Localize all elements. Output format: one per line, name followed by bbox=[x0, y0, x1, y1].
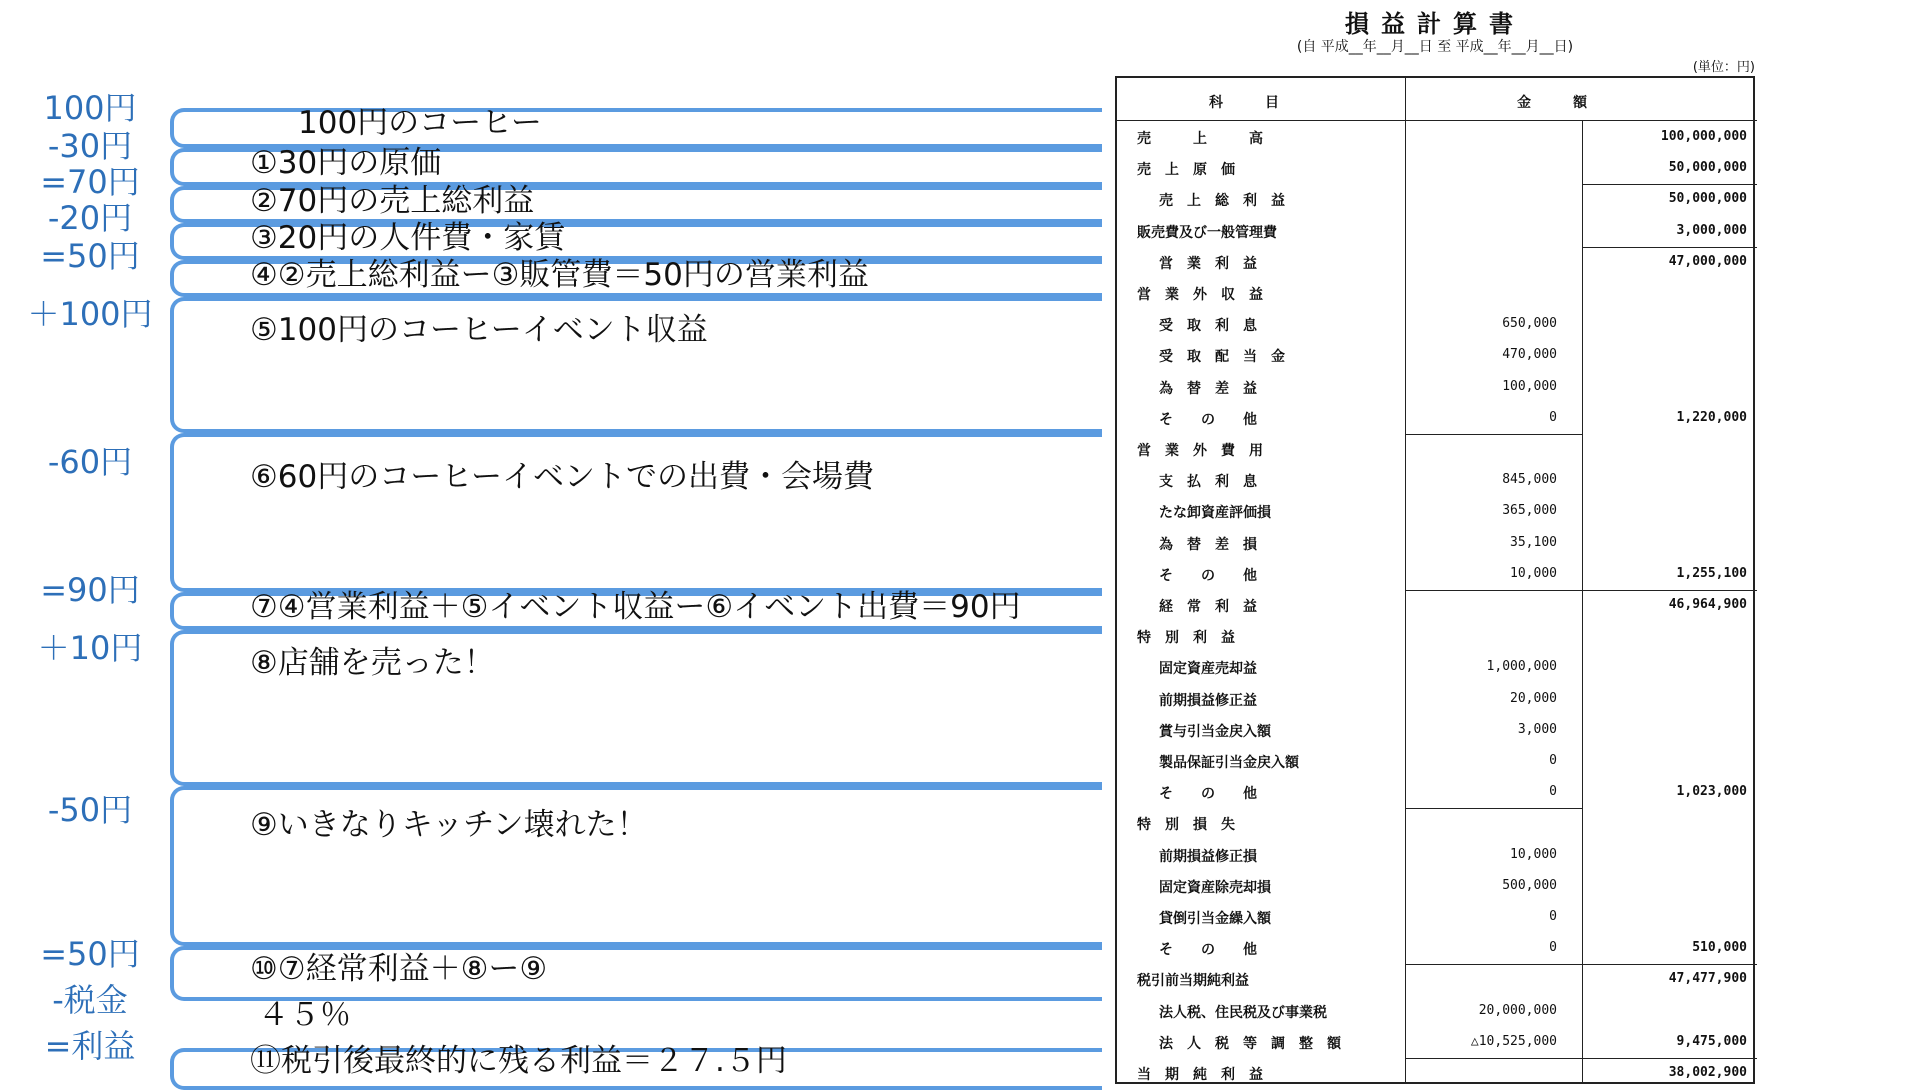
row-label: 固定資産除売却損 bbox=[1159, 879, 1271, 896]
amount-label: -20円 bbox=[47, 199, 133, 237]
statement-row bbox=[1117, 840, 1757, 871]
statement-row bbox=[1117, 184, 1757, 215]
row-label: そ の 他 bbox=[1159, 942, 1257, 959]
statement-row bbox=[1117, 122, 1757, 153]
row-label: 経 常 利 益 bbox=[1159, 599, 1257, 615]
row-detail-amount: 650,000 bbox=[1502, 316, 1557, 332]
row-detail-amount: 365,000 bbox=[1502, 503, 1557, 519]
amount-label: =70円 bbox=[40, 163, 140, 201]
row-divider bbox=[1582, 184, 1757, 185]
amount-label: ＋100円 bbox=[27, 295, 153, 333]
step-description: ①30円の原価 bbox=[250, 145, 442, 181]
row-label: 為 替 差 益 bbox=[1159, 380, 1257, 397]
statement-row bbox=[1117, 372, 1757, 403]
step-description: ④②売上総利益ー③販管費＝50円の営業利益 bbox=[250, 257, 869, 293]
row-label: 為 替 差 損 bbox=[1159, 536, 1257, 553]
statement-row bbox=[1117, 715, 1757, 746]
row-divider bbox=[1405, 590, 1757, 591]
amount-label: -50円 bbox=[47, 791, 133, 829]
row-divider bbox=[1582, 247, 1757, 248]
amount-label: -60円 bbox=[47, 443, 133, 481]
step-description: 100円のコーヒー bbox=[298, 105, 542, 141]
row-detail-amount: △10,525,000 bbox=[1470, 1033, 1557, 1049]
row-detail-amount: 0 bbox=[1549, 753, 1557, 768]
row-total-amount: 1,023,000 bbox=[1676, 784, 1747, 800]
row-detail-amount: 1,000,000 bbox=[1486, 659, 1557, 675]
statement-row bbox=[1117, 216, 1757, 247]
statement-row bbox=[1117, 746, 1757, 777]
statement-row bbox=[1117, 465, 1757, 496]
row-divider bbox=[1405, 808, 1582, 809]
row-detail-amount: 500,000 bbox=[1502, 877, 1557, 893]
statement-row bbox=[1117, 528, 1757, 559]
step-description: ⑧店舗を売った！ bbox=[250, 645, 495, 681]
amount-column-divider bbox=[1582, 120, 1583, 1082]
step-description: ⑨いきなりキッチン壊れた！ bbox=[250, 807, 648, 843]
row-detail-amount: 0 bbox=[1549, 909, 1557, 924]
row-total-amount: 3,000,000 bbox=[1676, 222, 1747, 238]
statement-row bbox=[1117, 309, 1757, 340]
row-label: 賞与引当金戻入額 bbox=[1159, 723, 1271, 740]
statement-unit: (単位：円) bbox=[1692, 60, 1755, 75]
statement-row bbox=[1117, 621, 1757, 652]
statement-row bbox=[1117, 278, 1757, 309]
statement-row bbox=[1117, 247, 1757, 278]
row-detail-amount: 845,000 bbox=[1502, 472, 1557, 488]
row-label: 貸倒引当金繰入額 bbox=[1159, 911, 1271, 927]
row-label: 販売費及び一般管理費 bbox=[1137, 224, 1277, 241]
statement-row bbox=[1117, 590, 1757, 621]
statement-title: 損益計算書 bbox=[1345, 9, 1525, 38]
statement-row bbox=[1117, 933, 1757, 964]
step-description: ⑩⑦経常利益＋⑧ー⑨ bbox=[250, 951, 548, 987]
statement-row bbox=[1117, 340, 1757, 371]
statement-row bbox=[1117, 434, 1757, 465]
row-total-amount: 47,477,900 bbox=[1668, 971, 1747, 987]
step-description: ４５％ bbox=[258, 997, 351, 1033]
row-divider bbox=[1405, 964, 1757, 965]
header-item: 科 目 bbox=[1209, 95, 1279, 111]
row-detail-amount: 20,000 bbox=[1510, 690, 1557, 706]
step-description: ⑦④営業利益＋⑤イベント収益ー⑥イベント出費＝90円 bbox=[250, 589, 1021, 625]
statement-row bbox=[1117, 871, 1757, 902]
row-label: 支 払 利 息 bbox=[1159, 474, 1257, 491]
row-label: 特 別 損 失 bbox=[1137, 817, 1235, 834]
row-total-amount: 1,255,100 bbox=[1676, 565, 1747, 581]
amount-label: -税金 bbox=[52, 981, 128, 1019]
step-description: ③20円の人件費・家賃 bbox=[250, 220, 566, 256]
statement-row bbox=[1117, 496, 1757, 527]
row-total-amount: 38,002,900 bbox=[1668, 1065, 1747, 1080]
row-label: 前期損益修正損 bbox=[1159, 848, 1257, 865]
amount-label: -30円 bbox=[47, 127, 133, 165]
step-description: ⑤100円のコーヒーイベント収益 bbox=[250, 312, 708, 348]
amount-label: =利益 bbox=[44, 1027, 136, 1065]
row-label: そ の 他 bbox=[1159, 786, 1257, 803]
amount-label: 100円 bbox=[43, 89, 137, 127]
row-label: 法 人 税 等 調 整 額 bbox=[1159, 1035, 1341, 1052]
statement-row bbox=[1117, 559, 1757, 590]
row-detail-amount: 35,100 bbox=[1510, 534, 1557, 550]
bracket-line bbox=[170, 433, 1102, 592]
row-total-amount: 50,000,000 bbox=[1668, 160, 1747, 176]
header-amount: 金 額 bbox=[1517, 95, 1587, 111]
row-label: 売 上 高 bbox=[1137, 131, 1263, 147]
amount-label: =50円 bbox=[40, 935, 140, 973]
row-total-amount: 510,000 bbox=[1692, 940, 1747, 956]
row-label: 営 業 外 費 用 bbox=[1137, 443, 1263, 459]
step-description: ②70円の売上総利益 bbox=[250, 183, 535, 219]
statement-row bbox=[1117, 996, 1757, 1027]
statement-period: (自 平成__年__月__日 至 平成__年__月__日) bbox=[1296, 39, 1574, 55]
row-detail-amount: 0 bbox=[1549, 409, 1557, 425]
row-label: 固定資産売却益 bbox=[1159, 661, 1257, 678]
amount-label: ＋10円 bbox=[37, 629, 143, 667]
statement-row bbox=[1117, 652, 1757, 683]
income-statement-table bbox=[1115, 76, 1755, 1084]
row-detail-amount: 3,000 bbox=[1517, 721, 1557, 737]
row-total-amount: 50,000,000 bbox=[1668, 191, 1747, 207]
amount-label: =50円 bbox=[40, 237, 140, 275]
row-label: 税引前当期純利益 bbox=[1137, 973, 1249, 990]
row-divider bbox=[1405, 1058, 1757, 1059]
row-label: 営 業 外 収 益 bbox=[1137, 287, 1263, 303]
row-label: 製品保証引当金戻入額 bbox=[1159, 755, 1299, 771]
row-label: 売 上 総 利 益 bbox=[1159, 193, 1285, 210]
row-detail-amount: 10,000 bbox=[1510, 846, 1557, 862]
statement-row bbox=[1117, 153, 1757, 184]
row-detail-amount: 0 bbox=[1549, 940, 1557, 956]
row-detail-amount: 100,000 bbox=[1502, 378, 1557, 394]
row-label: 受 取 利 息 bbox=[1159, 318, 1257, 335]
statement-row bbox=[1117, 964, 1757, 995]
statement-row bbox=[1117, 684, 1757, 715]
row-detail-amount: 0 bbox=[1549, 784, 1557, 800]
row-total-amount: 1,220,000 bbox=[1676, 409, 1747, 425]
row-divider bbox=[1405, 434, 1582, 435]
row-detail-amount: 10,000 bbox=[1510, 565, 1557, 581]
row-total-amount: 46,964,900 bbox=[1668, 597, 1747, 612]
statement-row bbox=[1117, 1058, 1757, 1089]
statement-row bbox=[1117, 902, 1757, 933]
statement-row bbox=[1117, 403, 1757, 434]
row-label: 当 期 純 利 益 bbox=[1137, 1067, 1263, 1083]
step-description: ⑪税引後最終的に残る利益＝２７.５円 bbox=[250, 1043, 787, 1079]
row-label: 特 別 利 益 bbox=[1137, 630, 1235, 647]
statement-row bbox=[1117, 808, 1757, 839]
step-description: ⑥60円のコーヒーイベントでの出費・会場費 bbox=[250, 459, 874, 495]
row-total-amount: 9,475,000 bbox=[1676, 1033, 1747, 1049]
statement-row bbox=[1117, 777, 1757, 808]
row-label: 営 業 利 益 bbox=[1159, 255, 1257, 272]
row-label: 法人税、住民税及び事業税 bbox=[1159, 1004, 1327, 1021]
header-divider bbox=[1117, 120, 1757, 121]
row-label: 売 上 原 価 bbox=[1137, 162, 1235, 179]
row-total-amount: 47,000,000 bbox=[1668, 253, 1747, 269]
statement-row bbox=[1117, 1027, 1757, 1058]
row-detail-amount: 20,000,000 bbox=[1478, 1002, 1557, 1018]
row-total-amount: 100,000,000 bbox=[1660, 129, 1747, 144]
amount-label: =90円 bbox=[40, 571, 140, 609]
row-label: たな卸資産評価損 bbox=[1159, 505, 1271, 522]
row-label: 前期損益修正益 bbox=[1159, 692, 1257, 709]
row-label: 受 取 配 当 金 bbox=[1159, 349, 1285, 366]
row-label: そ の 他 bbox=[1159, 567, 1257, 584]
row-label: そ の 他 bbox=[1159, 411, 1257, 428]
row-detail-amount: 470,000 bbox=[1502, 347, 1557, 363]
